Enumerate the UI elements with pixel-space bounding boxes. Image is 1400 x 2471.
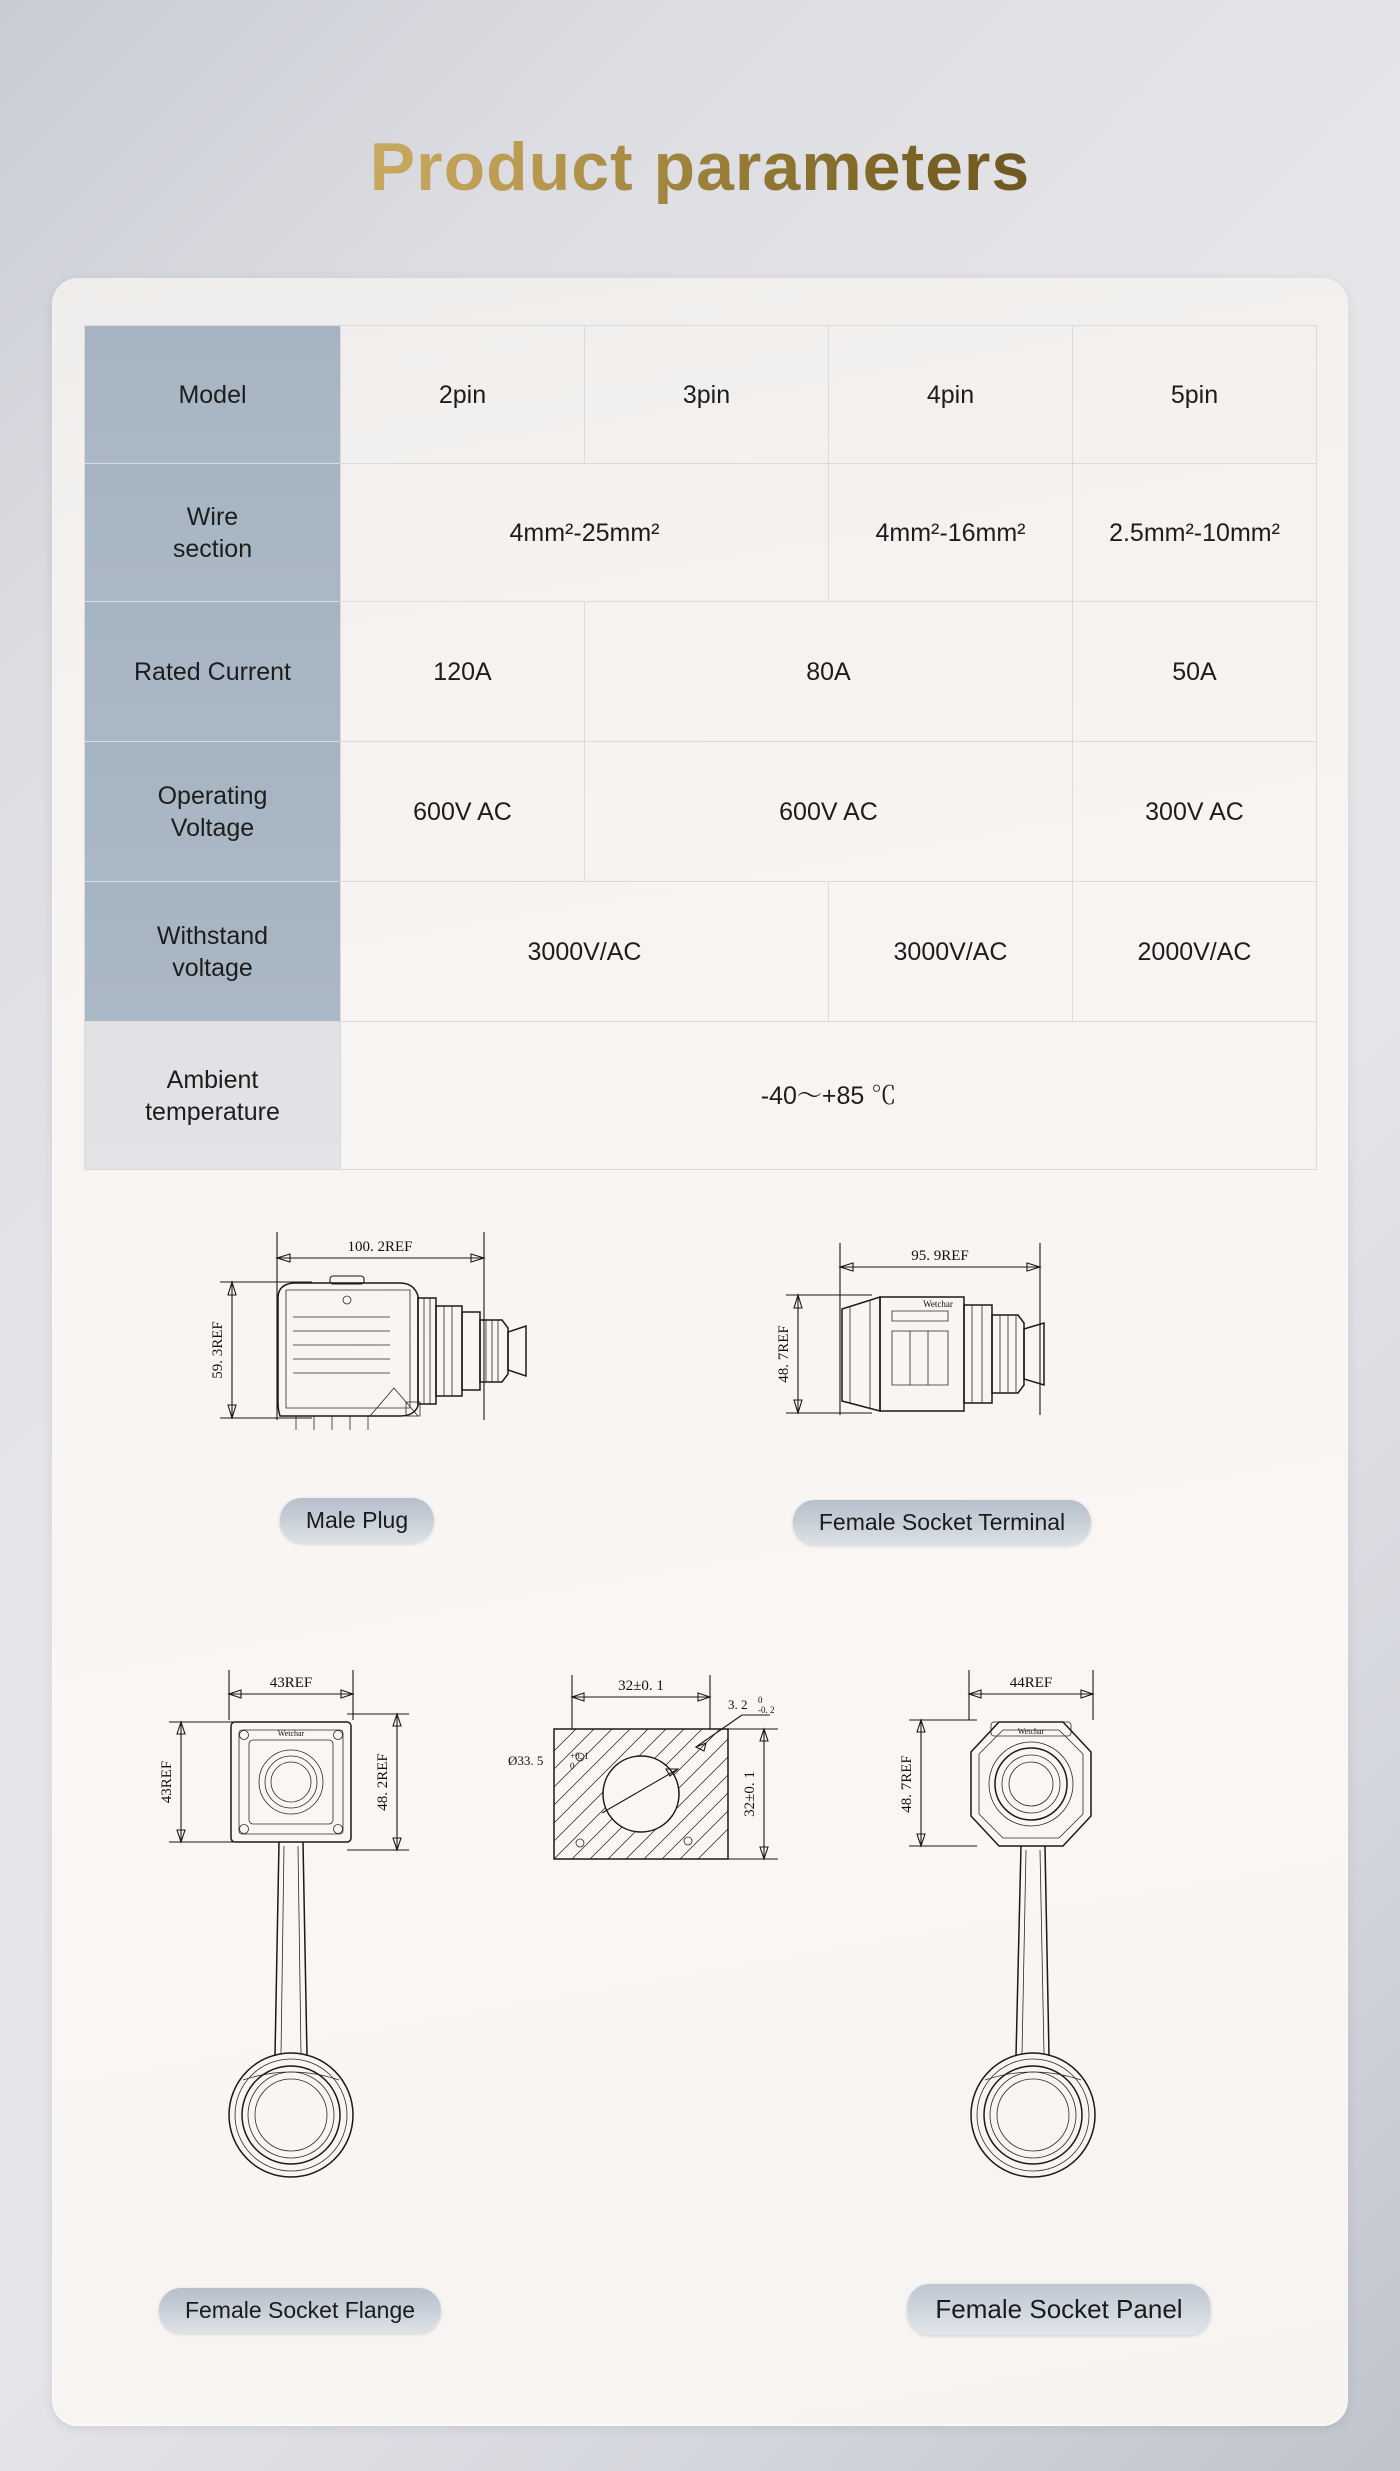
cell-withstand-4pin: 3000V/AC [829, 882, 1073, 1022]
row-label-wire-section [85, 464, 341, 602]
spec-table [84, 325, 1317, 1170]
table-row [85, 1022, 1317, 1170]
row-label-withstand-voltage [85, 882, 341, 1022]
cell-model-3pin: 3pin [585, 326, 829, 464]
caption-female-socket-panel: Female Socket Panel [907, 2284, 1210, 2335]
cell-model-2pin: 2pin [341, 326, 585, 464]
table-row [85, 464, 1317, 602]
drawing-panel-cutout [492, 1663, 872, 1913]
row-label-line1: Wire [186, 502, 239, 531]
page-title: Product parameters [369, 129, 1031, 205]
table-row [85, 326, 1317, 464]
brand-mark-terminal: Wetchar [923, 1299, 953, 1309]
cell-current-3pin: 80A [585, 602, 1073, 742]
dim-flange-width: 43REF [269, 1675, 313, 1691]
dim-cutout-chamfer-tol-dn: -0. 2 [758, 1705, 775, 1715]
caption-female-socket-flange: Female Socket Flange [159, 2288, 441, 2333]
dim-male-plug-height: 59. 3REF [210, 1321, 226, 1379]
cell-opvolt-3pin: 600V AC [585, 742, 1073, 882]
cell-model-4pin: 4pin [829, 326, 1073, 464]
cell-current-2pin: 120A [341, 602, 585, 742]
cell-opvolt-2pin: 600V AC [341, 742, 585, 882]
cell-current-5pin: 50A [1073, 602, 1317, 742]
cell-wire-5pin: 2.5mm²-10mm² [1073, 464, 1317, 602]
caption-female-socket-terminal: Female Socket Terminal [793, 1500, 1091, 1545]
cell-ambient-all: -40～+85 ℃ [341, 1022, 1317, 1170]
cell-withstand-2pin: 3000V/AC [341, 882, 829, 1022]
page-header [0, 0, 1400, 206]
dim-panel-width: 44REF [1009, 1675, 1053, 1691]
table-row [85, 882, 1317, 1022]
row-label-line2: Voltage [170, 813, 255, 842]
drawing-female-socket-terminal [752, 1235, 1172, 1535]
row-label-ambient-temperature [85, 1022, 341, 1170]
dim-panel-height: 48. 7REF [899, 1755, 915, 1813]
cell-opvolt-5pin: 300V AC [1073, 742, 1317, 882]
dim-male-plug-width: 100. 2REF [347, 1239, 413, 1255]
caption-male-plug: Male Plug [280, 1498, 434, 1543]
dim-terminal-height: 48. 7REF [776, 1325, 792, 1383]
dim-cutout-chamfer-tol-up: 0 [758, 1695, 763, 1705]
row-label-line1: Ambient [166, 1065, 259, 1094]
row-label-model: Model [85, 326, 341, 464]
drawings-section [52, 1195, 1348, 2426]
dim-flange-height-left: 43REF [159, 1760, 175, 1804]
dim-terminal-width: 95. 9REF [911, 1248, 969, 1264]
table-row [85, 742, 1317, 882]
drawing-female-socket-panel [887, 1660, 1237, 2360]
dim-cutout-chamfer: 3. 2 [728, 1697, 748, 1712]
row-label-operating-voltage [85, 742, 341, 882]
brand-mark-panel: Wetchar [1017, 1727, 1045, 1736]
cell-model-5pin: 5pin [1073, 326, 1317, 464]
cell-wire-2pin: 4mm²-25mm² [341, 464, 829, 602]
row-label-rated-current: Rated Current [85, 602, 341, 742]
row-label-line2: voltage [172, 953, 253, 982]
brand-mark-flange: Wetchar [277, 1729, 305, 1738]
cell-wire-4pin: 4mm²-16mm² [829, 464, 1073, 602]
row-label-line1: Withstand [156, 921, 269, 950]
dim-cutout-diameter: Ø33. 5 [508, 1753, 544, 1768]
dim-cutout-diameter-tol-up: +0. 1 [570, 1751, 589, 1761]
table-row [85, 602, 1317, 742]
row-label-line2: section [172, 534, 253, 563]
dim-cutout-diameter-tol-dn: 0 [570, 1761, 575, 1771]
cell-withstand-5pin: 2000V/AC [1073, 882, 1317, 1022]
drawing-male-plug [162, 1220, 602, 1533]
dim-flange-height-right: 48. 2REF [375, 1753, 391, 1811]
row-label-line1: Operating [157, 781, 268, 810]
dim-cutout-height: 32±0. 1 [742, 1771, 758, 1817]
row-label-line2: temperature [145, 1097, 280, 1126]
dim-cutout-width: 32±0. 1 [618, 1678, 664, 1694]
drawing-female-socket-flange [147, 1660, 497, 2360]
